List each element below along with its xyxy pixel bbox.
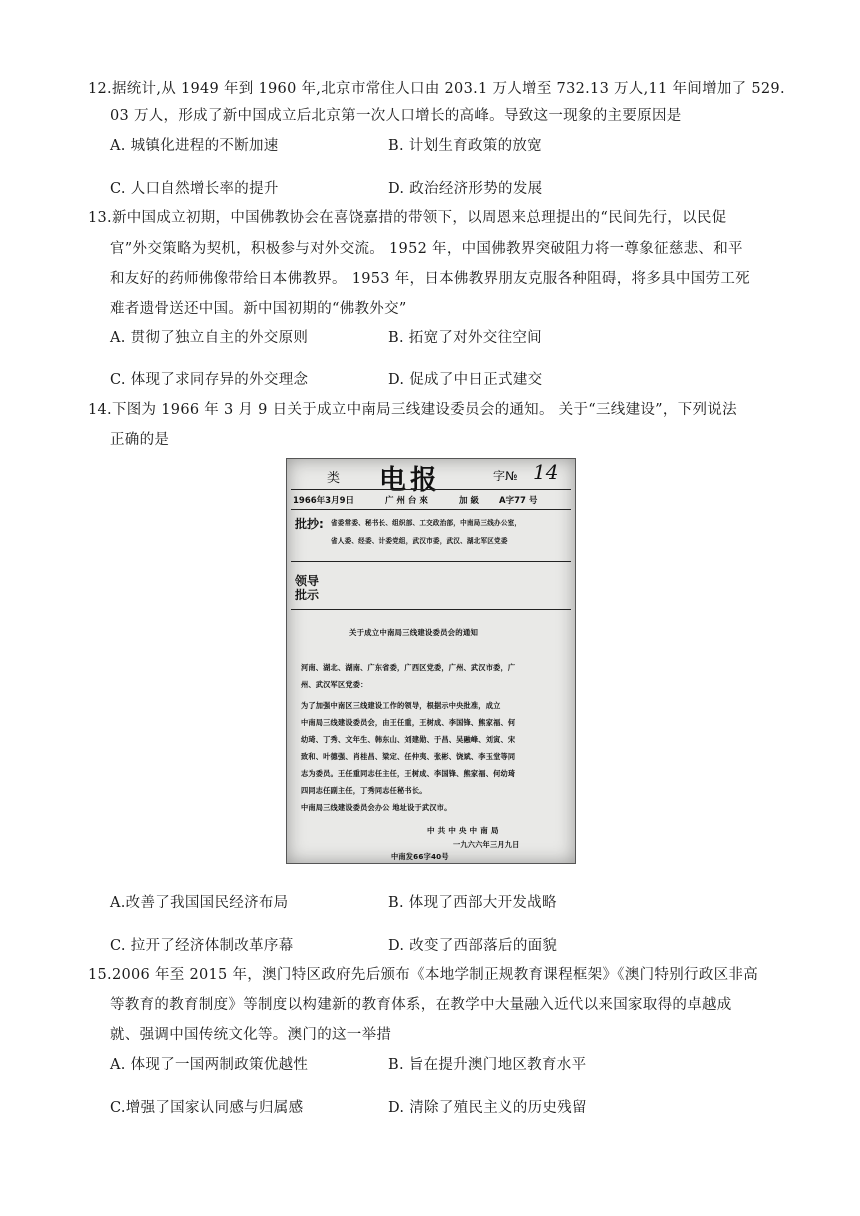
q12-option-b: B. 计划生育政策的放宽 <box>388 138 542 154</box>
telegram-body-line: 为了加强中南区三线建设工作的领导，根据示中央批准，成立 <box>301 701 501 710</box>
telegram-cc-line-2: 省人委、经委、计委党组，武汉市委，武汉、湖北军区党委 <box>331 537 508 545</box>
q14-option-c: C. 拉开了经济体制改革序幕 <box>110 938 294 954</box>
telegram-category-label: 类 <box>327 471 341 486</box>
q13-stem-line-2: 官”外交策略为契机，积极参与对外交流。 1952 年，中国佛教界突破阻力将一尊象征慈悲、和平 <box>110 241 743 257</box>
q13-option-a: A. 贯彻了独立自主的外交原则 <box>110 330 309 346</box>
q12-option-d: D. 政治经济形势的发展 <box>388 181 543 197</box>
telegram-doc-number: 中南发66字40号 <box>391 852 449 861</box>
telegram-body-line: 志为委员。王任重同志任主任，王树成、李国锋、熊家福、何幼琦 <box>301 769 516 778</box>
q13-stem-line-4: 难者遗骨送还中国。新中国初期的“佛教外交” <box>110 301 407 317</box>
q13-stem-line-1: 13.新中国成立初期，中国佛教协会在喜饶嘉措的带领下，以周恩来总理提出的“民间先行，以民促 <box>88 210 727 226</box>
divider <box>291 561 571 562</box>
q15-option-b: B. 旨在提升澳门地区教育水平 <box>388 1057 587 1073</box>
q15-stem-line-2: 等教育的教育制度》等制度以构建新的教育体系，在教学中大量融入近代以来国家取得的卓越成 <box>110 997 732 1013</box>
telegram-body-line: 中南局三线建设委员会，由王任重，王树成、李国锋、熊家福、何 <box>301 718 516 727</box>
q13-option-c: C. 体现了求同存异的外交理念 <box>110 372 309 388</box>
telegram-body-line: 致和、叶德强、肖桂昌、梁定、任仲夷、张彬、饶斌、李玉堂等同 <box>301 752 516 761</box>
divider <box>291 489 571 490</box>
telegram-cc-label: 批抄: <box>295 517 324 531</box>
q14-stem-line-2: 正确的是 <box>110 432 170 448</box>
divider <box>291 509 571 510</box>
q13-stem-line-3: 和友好的药师佛像带给日本佛教界。 1953 年，日本佛教界朋友克服各种阻碍，将多具中国劳工死 <box>110 271 750 287</box>
q12-stem-line-1: 12.据统计,从 1949 年到 1960 年,北京市常住人口由 203.1 万人增至 732.13 万人,11 年间增加了 529. <box>88 81 785 97</box>
telegram-date: 1966年3月9日 <box>293 496 354 506</box>
q15-stem-line-1: 15.2006 年至 2015 年，澳门特区政府先后颁布《本地学制正规教育课程框架》《澳门特别行政区非高 <box>88 967 759 983</box>
telegram-serial: A字77 号 <box>499 496 538 506</box>
telegram-body-line: 河南、湖北、湖南、广东省委，广西区党委，广州、武汉市委，广 <box>301 663 516 672</box>
telegram-doc-title: 关于成立中南局三线建设委员会的通知 <box>349 628 479 637</box>
q14-stem-line-1: 14.下图为 1966 年 3 月 9 日关于成立中南局三线建设委员会的通知。 关于“三线建设”，下列说法 <box>88 402 737 418</box>
q13-option-b: B. 拓宽了对外交往空间 <box>388 330 542 346</box>
q14-option-a: A.改善了我国国民经济布局 <box>110 895 289 911</box>
telegram-body-line: 幼琦、丁秀、文年生、韩东山、刘建勋、于昌、吴融峰、刘寅、宋 <box>301 735 516 744</box>
q12-option-c: C. 人口自然增长率的提升 <box>110 181 279 197</box>
q15-stem-line-3: 就、强调中国传统文化等。澳门的这一举措 <box>110 1027 392 1043</box>
telegram-cc-line-1: 省委常委、秘书长、组织部、工交政治部，中南局三线办公室， <box>331 519 522 527</box>
telegram-number-label: 字№ <box>493 469 518 483</box>
q15-option-c: C.增强了国家认同感与归属感 <box>110 1100 304 1116</box>
telegram-number-handwritten: 14 <box>533 460 559 484</box>
telegram-title: 电报 <box>379 465 441 496</box>
telegram-body-line: 中南局三线建设委员会办公 地址设于武汉市。 <box>301 803 452 812</box>
telegram-image <box>286 458 576 864</box>
telegram-leader-label-2: 批示 <box>295 588 320 602</box>
telegram-sign-date: 一九六六年三月九日 <box>453 840 520 849</box>
q14-option-d: D. 改变了西部落后的面貌 <box>388 938 558 954</box>
q12-stem-line-2: 03 万人，形成了新中国成立后北京第一次人口增长的高峰。导致这一现象的主要原因是 <box>110 108 682 124</box>
q13-option-d: D. 促成了中日正式建交 <box>388 372 543 388</box>
telegram-priority-label: 加 級 <box>459 496 479 506</box>
telegram-signature: 中 共 中 央 中 南 局 <box>427 826 499 835</box>
divider <box>291 609 571 610</box>
q14-option-b: B. 体现了西部大开发战略 <box>388 895 557 911</box>
q12-option-a: A. 城镇化进程的不断加速 <box>110 138 279 154</box>
telegram-leader-label-1: 领导 <box>295 574 320 588</box>
q15-option-a: A. 体现了一国两制政策优越性 <box>110 1057 309 1073</box>
telegram-origin: 广 州 台 來 <box>385 496 428 506</box>
telegram-body-line: 州、武汉军区党委： <box>301 680 368 689</box>
q15-option-d: D. 清除了殖民主义的历史残留 <box>388 1100 587 1116</box>
telegram-body-line: 四同志任副主任，丁秀同志任秘书长。 <box>301 786 427 795</box>
